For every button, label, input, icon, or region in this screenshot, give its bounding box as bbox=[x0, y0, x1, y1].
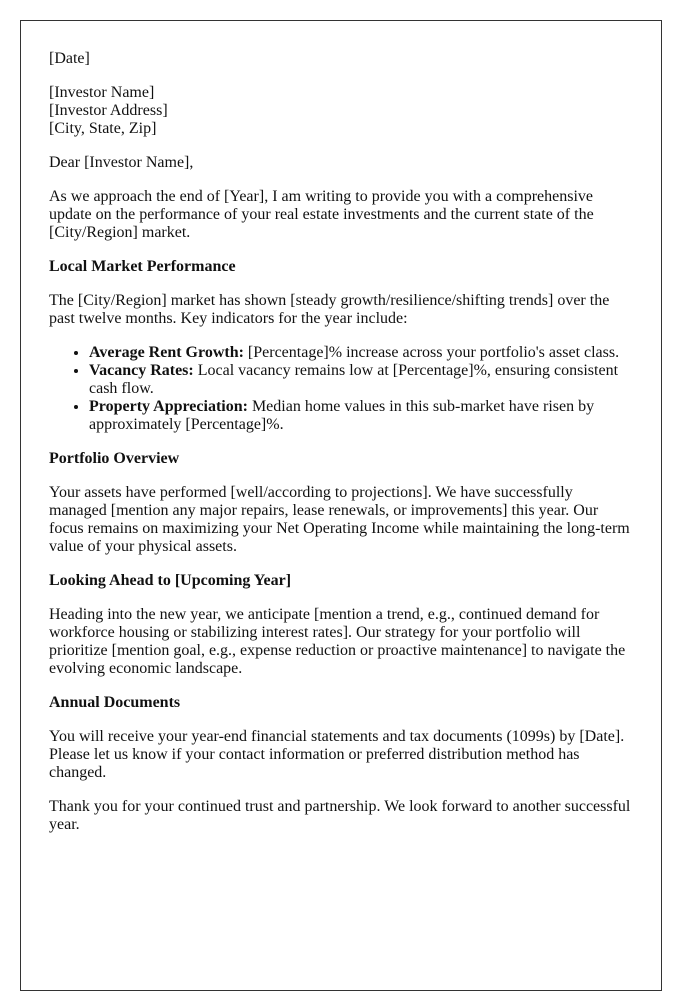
indicator-label: Average Rent Growth: bbox=[89, 344, 244, 361]
recipient-address: [Investor Address] bbox=[49, 102, 168, 119]
recipient-name: [Investor Name] bbox=[49, 84, 155, 101]
indicator-label: Vacancy Rates: bbox=[89, 362, 194, 379]
investor-letter bbox=[20, 20, 662, 991]
indicator-text: Local vacancy remains low at [Percentage]%, ensuring consistent cash flow. bbox=[89, 362, 619, 397]
letter-date: [Date] bbox=[49, 50, 90, 67]
indicator-property-appreciation bbox=[89, 398, 632, 434]
section-heading-looking-ahead: Looking Ahead to [Upcoming Year] bbox=[49, 572, 292, 589]
indicator-text: Median home values in this sub-market have risen by approximately [Percentage]%. bbox=[89, 398, 595, 433]
key-indicators-list bbox=[49, 344, 632, 434]
annual-documents-paragraph: You will receive your year-end financial statements and tax documents (1099s) by [Date]. Please let us know if your contact information or preferred distribution method has changed. bbox=[49, 728, 625, 781]
indicator-text: [Percentage]% increase across your portfolio's asset class. bbox=[243, 344, 620, 361]
portfolio-overview-paragraph: Your assets have performed [well/according to projections]. We have successfully managed [mention any major repairs, lease renewals, or improvements] this year. Our focus remains on maximizing your Net Operating Income while maintaining the long-term value of your physical assets. bbox=[49, 484, 630, 555]
indicator-rent-growth bbox=[89, 344, 632, 362]
looking-ahead-paragraph: Heading into the new year, we anticipate [mention a trend, e.g., continued demand for workforce housing or stabilizing interest rates]. Our strategy for your portfolio will prioritize [mention goal, e.g., expense reduction or proactive maintenance] to navigate the evolving economic landscape. bbox=[49, 606, 626, 677]
closing-paragraph: Thank you for your continued trust and partnership. We look forward to another successful year. bbox=[49, 798, 631, 833]
salutation: Dear [Investor Name], bbox=[49, 154, 194, 171]
intro-paragraph: As we approach the end of [Year], I am writing to provide you with a comprehensive update on the performance of your real estate investments and the current state of the [City/Region] market. bbox=[49, 188, 594, 241]
recipient-address-block bbox=[49, 84, 632, 138]
recipient-city-state-zip: [City, State, Zip] bbox=[49, 120, 157, 137]
section-heading-annual-documents: Annual Documents bbox=[49, 694, 181, 711]
local-market-paragraph: The [City/Region] market has shown [steady growth/resilience/shifting trends] over the past twelve months. Key indicators for the year include: bbox=[49, 292, 610, 327]
indicator-vacancy-rates bbox=[89, 362, 632, 398]
section-heading-local-market: Local Market Performance bbox=[49, 258, 236, 275]
indicator-label: Property Appreciation: bbox=[89, 398, 248, 415]
section-heading-portfolio-overview: Portfolio Overview bbox=[49, 450, 180, 467]
